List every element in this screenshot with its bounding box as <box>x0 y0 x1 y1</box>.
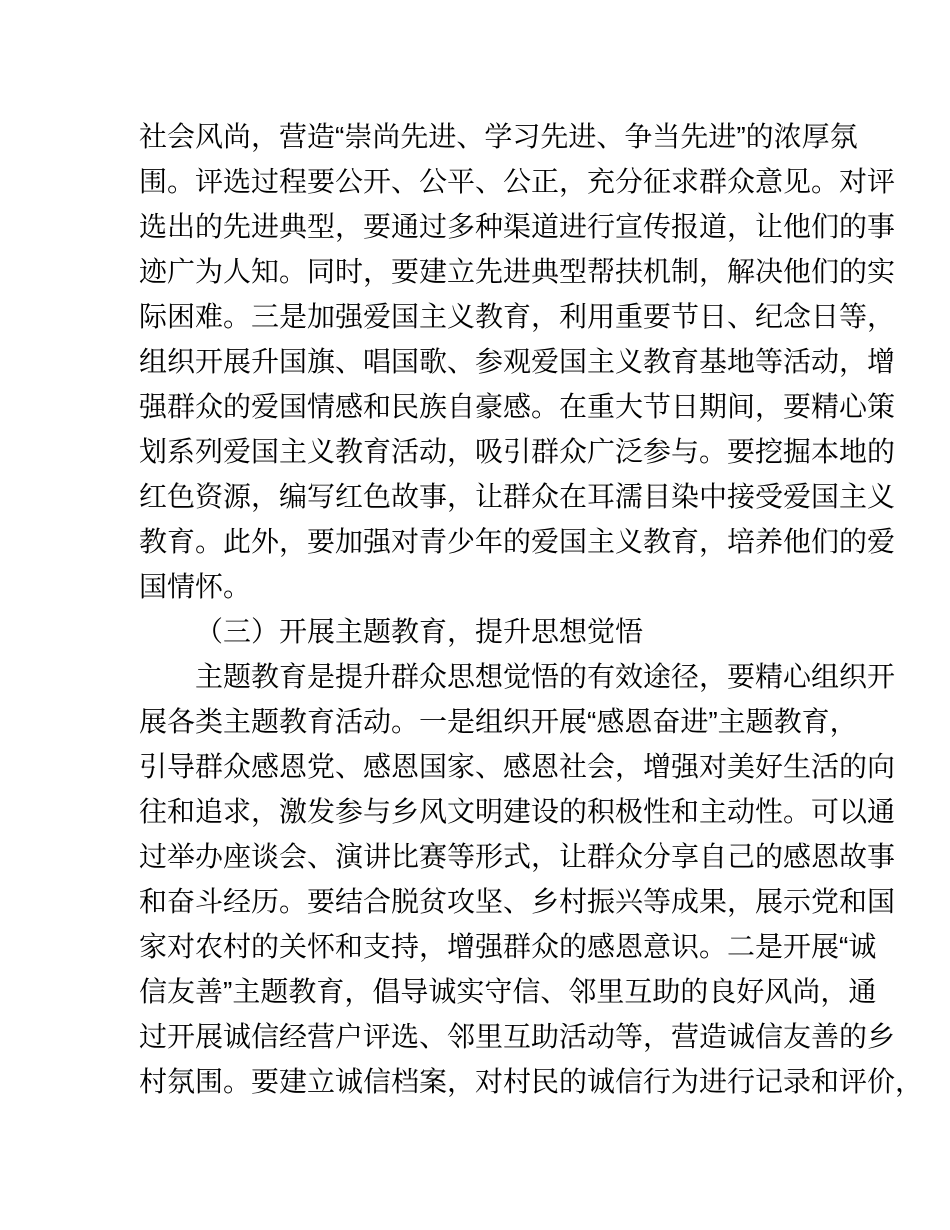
text-line: 家对农村的关怀和支持，增强群众的感恩意识。二是开展“诚 <box>139 931 877 962</box>
text-line: 围。评选过程要公开、公平、公正，充分征求群众意见。对评 <box>139 166 896 197</box>
text-line: 信友善”主题教育，倡导诚实守信、邻里互助的良好风尚，通 <box>139 976 877 1007</box>
text-line: 引导群众感恩党、感恩国家、感恩社会，增强对美好生活的向 <box>139 751 896 782</box>
text-line: 强群众的爱国情感和民族自豪感。在重大节日期间，要精心策 <box>139 391 896 422</box>
document-text-block <box>139 114 924 1104</box>
text-line: 际困难。三是加强爱国主义教育，利用重要节日、纪念日等， <box>139 301 896 332</box>
text-line: 迹广为人知。同时，要建立先进典型帮扶机制，解决他们的实 <box>139 256 896 287</box>
text-line: 和奋斗经历。要结合脱贫攻坚、乡村振兴等成果，展示党和国 <box>139 886 896 917</box>
text-line: 展各类主题教育活动。一是组织开展“感恩奋进”主题教育， <box>139 706 858 737</box>
text-line: 过开展诚信经营户评选、邻里互助活动等，营造诚信友善的乡 <box>139 1021 896 1052</box>
paragraph-end-line: 国情怀。 <box>139 571 252 602</box>
text-line: 社会风尚，营造“崇尚先进、学习先进、争当先进”的浓厚氛 <box>139 121 858 152</box>
text-line: 组织开展升国旗、唱国歌、参观爱国主义教育基地等活动，增 <box>139 346 896 377</box>
text-line: 往和追求，激发参与乡风文明建设的积极性和主动性。可以通 <box>139 796 896 827</box>
text-line: 教育。此外，要加强对青少年的爱国主义教育，培养他们的爱 <box>139 526 896 557</box>
text-line: 过举办座谈会、演讲比赛等形式，让群众分享自己的感恩故事 <box>139 841 896 872</box>
text-line: 村氛围。要建立诚信档案，对村民的诚信行为进行记录和评价， <box>139 1066 924 1097</box>
text-line: 红色资源，编写红色故事，让群众在耳濡目染中接受爱国主义 <box>139 481 896 512</box>
paragraph-start-line: 主题教育是提升群众思想觉悟的有效途径，要精心组织开 <box>195 661 896 692</box>
text-line: 划系列爱国主义教育活动，吸引群众广泛参与。要挖掘本地的 <box>139 436 896 467</box>
section-heading: （三）开展主题教育，提升思想觉悟 <box>195 616 644 647</box>
text-line: 选出的先进典型，要通过多种渠道进行宣传报道，让他们的事 <box>139 211 896 242</box>
